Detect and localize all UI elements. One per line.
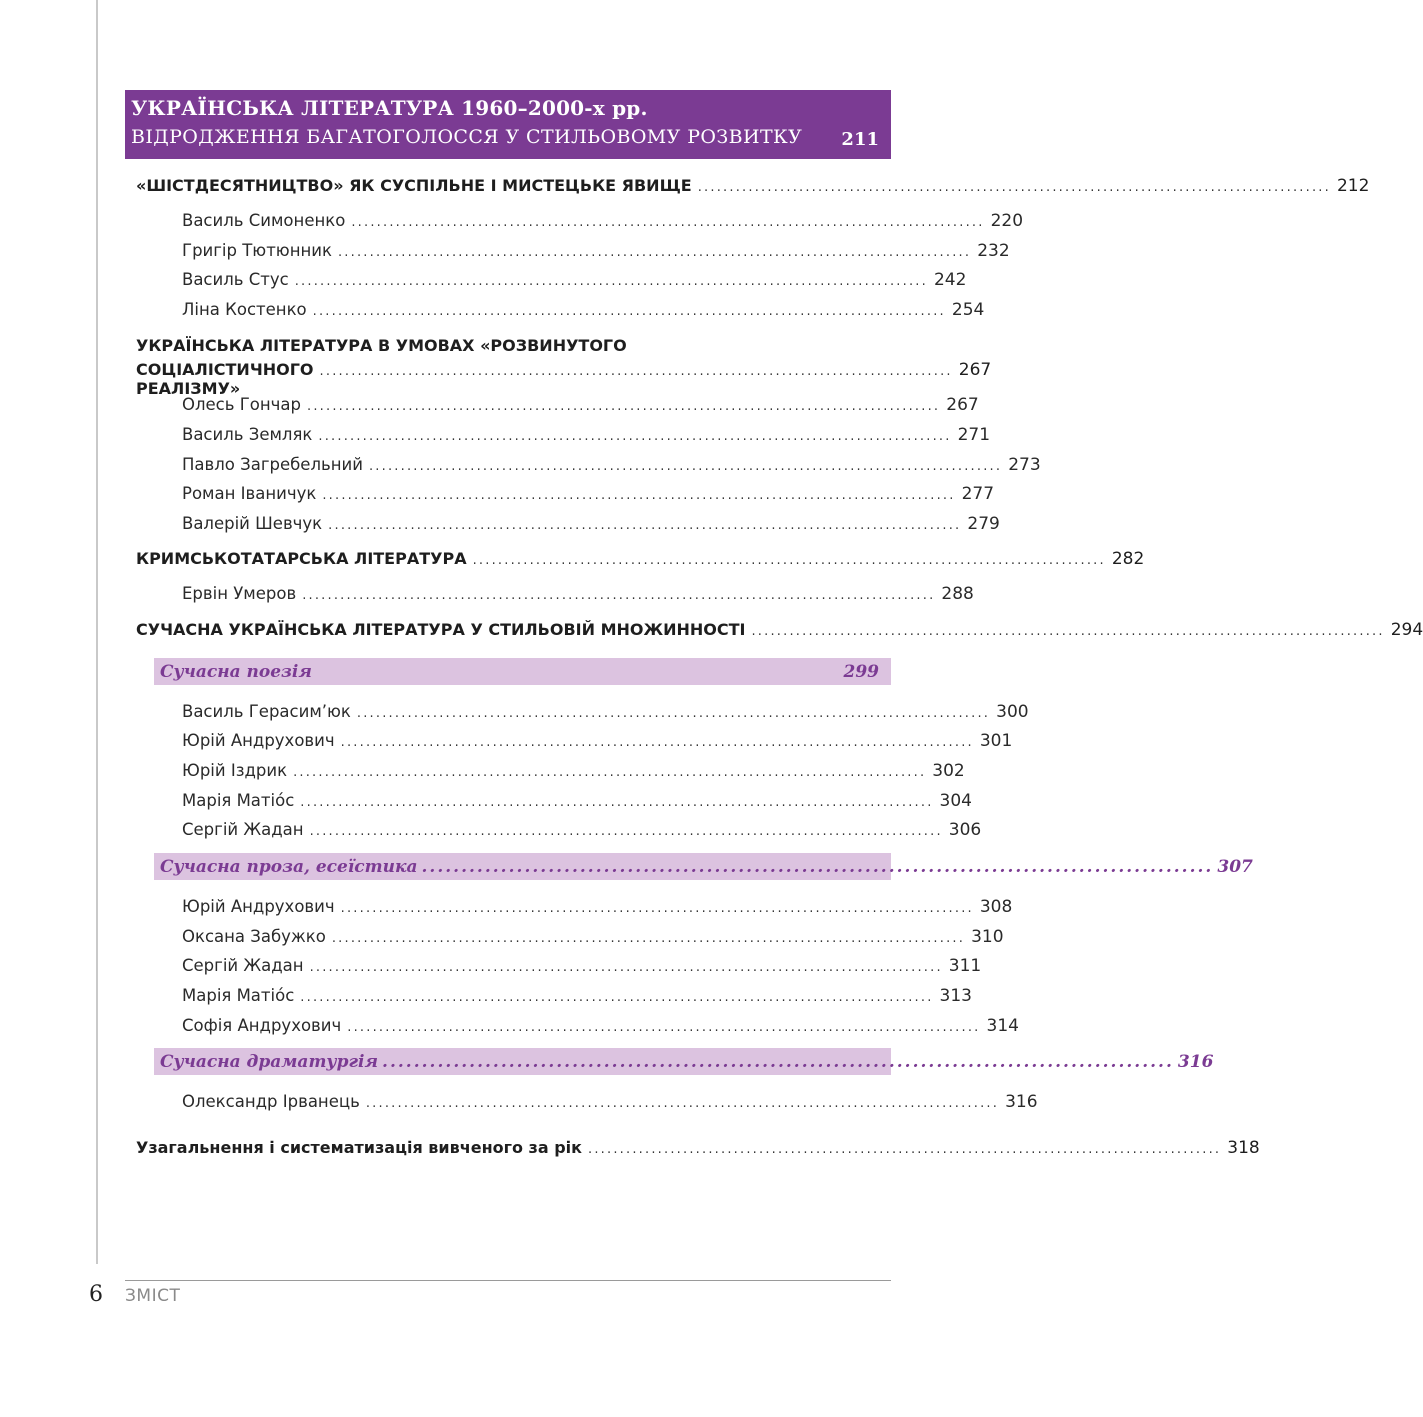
dot-leader: ....................................................................................................: [340, 901, 974, 916]
toc-page-number: 288: [941, 584, 974, 604]
dot-leader: ....................................................................................................: [294, 274, 928, 289]
toc-item[interactable]: [182, 1016, 1019, 1036]
toc-section-label-line2: СОЦІАЛІСТИЧНОГО РЕАЛІЗМУ»: [136, 360, 314, 398]
dot-leader: ....................................................................................................: [319, 364, 953, 379]
toc-page-number: 232: [977, 241, 1010, 261]
toc-item[interactable]: [182, 300, 985, 320]
toc-item[interactable]: [182, 702, 1029, 722]
toc-section-sixties[interactable]: [136, 176, 1370, 196]
toc-item-label: Павло Загребельний: [182, 455, 363, 474]
toc-item-label: Василь Земляк: [182, 425, 313, 444]
margin-rule: [96, 0, 98, 1264]
toc-item[interactable]: [182, 1092, 1038, 1112]
part-title: УКРАЇНСЬКА ЛІТЕРАТУРА 1960–2000-х рр.: [131, 96, 648, 120]
toc-item-label: Олександр Ірванець: [182, 1092, 360, 1111]
part-page-number: 211: [841, 129, 879, 150]
toc-item[interactable]: [182, 270, 967, 290]
toc-subsection-poetry[interactable]: [154, 658, 891, 685]
toc-page-number: 267: [946, 395, 979, 415]
dot-leader: ....................................................................................................: [472, 553, 1106, 568]
dot-leader: ....................................................................................................: [307, 399, 941, 414]
dot-leader: ....................................................................................................: [365, 1096, 1000, 1111]
toc-item[interactable]: [182, 820, 982, 840]
toc-item-label: Олесь Гончар: [182, 395, 302, 414]
footer-section-label: ЗМІСТ: [125, 1286, 181, 1306]
dot-leader: ....................................................................................................: [309, 824, 943, 839]
toc-item-label: Юрій Іздрик: [182, 761, 288, 780]
toc-page-number: 254: [951, 300, 985, 320]
toc-section-label: Узагальнення і систематизація вивченого за рік: [136, 1138, 583, 1157]
dot-leader: ....................................................................................................: [368, 459, 1003, 474]
toc-item-label: Василь Симоненко: [182, 211, 346, 230]
toc-page-number: 279: [967, 514, 1000, 534]
toc-subsection-drama[interactable]: [154, 1048, 1214, 1075]
dot-leader: ....................................................................................................: [588, 1142, 1222, 1157]
dot-leader: ....................................................................................................: [318, 429, 952, 444]
dot-leader: ....................................................................................................: [351, 215, 985, 230]
toc-page-number: 212: [1336, 176, 1370, 196]
dot-leader: ....................................................................................................: [751, 624, 1385, 639]
dot-leader: ....................................................................................................: [382, 1051, 1174, 1072]
footer-page-number: 6: [89, 1282, 103, 1307]
toc-page-number: 299: [843, 661, 879, 682]
dot-leader: ....................................................................................................: [312, 304, 946, 319]
toc-subsection-label: Сучасна драматургія: [160, 1051, 379, 1072]
toc-item[interactable]: [182, 455, 1041, 475]
toc-section-line2: [136, 360, 992, 398]
toc-page-number: 306: [948, 820, 982, 840]
toc-item[interactable]: [182, 956, 982, 976]
toc-item-label: Софія Андрухович: [182, 1016, 342, 1035]
toc-page-number: 294: [1390, 620, 1423, 640]
toc-section-label: СУЧАСНА УКРАЇНСЬКА ЛІТЕРАТУРА У СТИЛЬОВІЙ МНОЖИННОСТІ: [136, 620, 746, 639]
toc-section-label-line1: УКРАЇНСЬКА ЛІТЕРАТУРА В УМОВАХ «РОЗВИНУТОГО: [136, 336, 627, 355]
toc-item-label: Василь Герасим’юк: [182, 702, 351, 721]
toc-item[interactable]: [182, 986, 972, 1006]
toc-section-modern[interactable]: [136, 620, 1423, 640]
toc-page-number: 314: [986, 1016, 1019, 1036]
toc-item-label: Сергій Жадан: [182, 956, 304, 975]
toc-item-label: Оксана Забужко: [182, 927, 326, 946]
toc-item-label: Василь Стус: [182, 270, 289, 289]
toc-section-crimean[interactable]: [136, 549, 1145, 569]
toc-item[interactable]: [182, 425, 991, 445]
dot-leader: ....................................................................................................: [309, 960, 943, 975]
toc-page-number: 307: [1217, 856, 1253, 877]
dot-leader: ....................................................................................................: [356, 706, 991, 721]
toc-item[interactable]: [182, 761, 965, 781]
toc-page-number: 301: [979, 731, 1013, 751]
toc-item-label: Марія Матіóс: [182, 986, 295, 1005]
toc-page-number: 242: [933, 270, 967, 290]
toc-item-label: Валерій Шевчук: [182, 514, 323, 533]
dot-leader: ....................................................................................................: [302, 588, 936, 603]
toc-page-number: 311: [948, 956, 982, 976]
dot-leader: ....................................................................................................: [328, 518, 962, 533]
toc-page-number: 304: [939, 791, 972, 811]
toc-page-number: 302: [932, 761, 965, 781]
part-header[interactable]: [125, 90, 891, 159]
toc-page-number: 220: [990, 211, 1024, 231]
toc-item-label: Ервін Умеров: [182, 584, 297, 603]
dot-leader: ....................................................................................................: [421, 856, 1214, 877]
toc-item[interactable]: [182, 731, 1013, 751]
toc-item[interactable]: [182, 791, 972, 811]
toc-item-label: Роман Іваничук: [182, 484, 317, 503]
toc-item[interactable]: [182, 484, 995, 504]
toc-section-label: «ШІСТДЕСЯТНИЦТВО» ЯК СУСПІЛЬНЕ І МИСТЕЦЬКЕ ЯВИЩЕ: [136, 176, 692, 195]
dot-leader: ....................................................................................................: [300, 795, 934, 810]
toc-item-label: Ліна Костенко: [182, 300, 307, 319]
toc-subsection-label: Сучасна проза, есеїстика: [160, 856, 418, 877]
toc-item[interactable]: [182, 514, 1000, 534]
part-subtitle: ВІДРОДЖЕННЯ БАГАТОГОЛОССЯ У СТИЛЬОВОМУ РОЗВИТКУ: [131, 126, 803, 148]
toc-item[interactable]: [182, 927, 1004, 947]
dot-leader: ....................................................................................................: [337, 245, 972, 260]
dot-leader: ....................................................................................................: [300, 990, 934, 1005]
dot-leader: ....................................................................................................: [331, 931, 966, 946]
toc-page-number: 316: [1005, 1092, 1038, 1112]
toc-item-label: Юрій Андрухович: [182, 731, 335, 750]
toc-item[interactable]: [182, 897, 1013, 917]
toc-page-number: 300: [996, 702, 1029, 722]
dot-leader: ....................................................................................................: [293, 765, 927, 780]
dot-leader: ....................................................................................................: [347, 1020, 981, 1035]
toc-subsection-prose[interactable]: [154, 853, 1253, 880]
toc-page-number: 273: [1008, 455, 1041, 475]
toc-item[interactable]: [182, 241, 1010, 261]
toc-item-label: Марія Матіóс: [182, 791, 295, 810]
toc-item[interactable]: [182, 395, 979, 415]
dot-leader: ....................................................................................................: [340, 735, 974, 750]
toc-item[interactable]: [182, 211, 1024, 231]
toc-item-label: Юрій Андрухович: [182, 897, 335, 916]
toc-page-number: 277: [961, 484, 995, 504]
dot-leader: ....................................................................................................: [322, 488, 956, 503]
toc-section-summary[interactable]: [136, 1138, 1260, 1158]
toc-page-number: 318: [1227, 1138, 1260, 1158]
toc-page-number: 308: [979, 897, 1013, 917]
toc-page-number: 282: [1111, 549, 1145, 569]
toc-item-label: Сергій Жадан: [182, 820, 304, 839]
footer-rule: [125, 1280, 891, 1281]
toc-subsection-label: Сучасна поезія: [160, 661, 312, 682]
dot-leader: ....................................................................................................: [697, 180, 1331, 195]
toc-item-label: Григір Тютюнник: [182, 241, 332, 260]
toc-page-number: 313: [939, 986, 972, 1006]
toc-section-label: КРИМСЬКОТАТАРСЬКА ЛІТЕРАТУРА: [136, 549, 467, 568]
toc-item[interactable]: [182, 584, 974, 604]
toc-page-number: 271: [957, 425, 991, 445]
toc-page-number: 310: [971, 927, 1004, 947]
toc-page-number: 267: [958, 360, 992, 380]
toc-page-number: 316: [1177, 1051, 1214, 1072]
